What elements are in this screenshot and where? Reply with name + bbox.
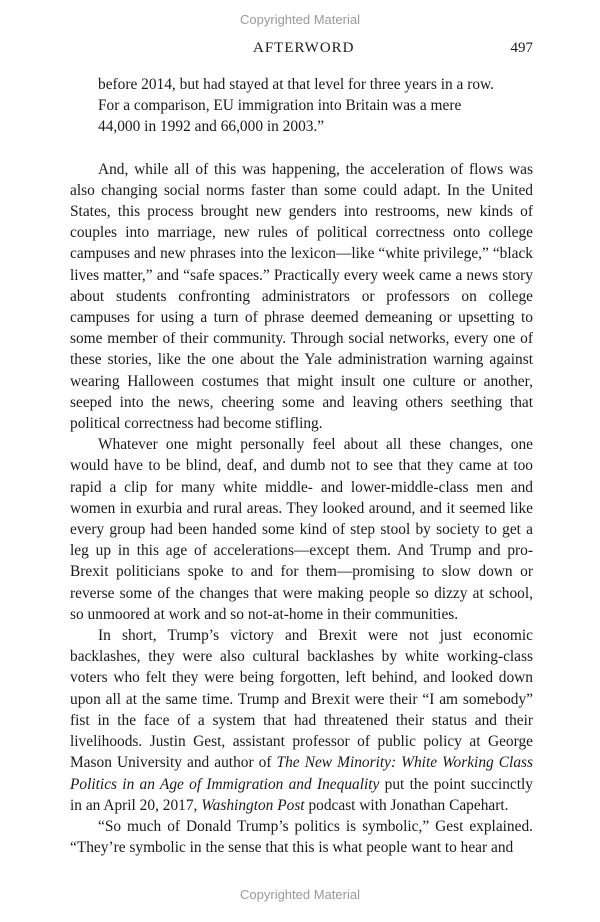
- quote-line: For a comparison, EU immigration into Britain was a mere: [98, 97, 462, 115]
- copyright-watermark-top: Copyrighted Material: [240, 12, 360, 27]
- page-number: 497: [510, 40, 533, 56]
- quote-line: before 2014, but had stayed at that level for three years in a row.: [98, 76, 495, 93]
- paragraph-text: put the point succinctly in an April 20, 2017,: [70, 775, 534, 814]
- page-header: [0, 40, 600, 64]
- quote-line: 44,000 in 1992 and 66,000 in 2003.”: [98, 118, 325, 136]
- paragraph-text: In short, Trump’s victory and Brexit were not just economic backlashes, they were also cultural backlashes by white working-class voters who felt they were being forgotten, left behind, and looked down upon all at the same time. Trump and Brexit were their “I am somebody” fist in the face of a system that had threatened their status and their livelihoods. Justin Gest, assistant professor of public policy at George Mason University and author of: [70, 627, 533, 772]
- copyright-watermark-bottom: Copyrighted Material: [240, 887, 360, 902]
- paragraph-backlash: [70, 625, 533, 816]
- running-head: AFTERWORD: [253, 40, 355, 56]
- body-text: [70, 74, 533, 858]
- newspaper-title: Washington Post: [201, 796, 305, 814]
- paragraph-gest-quote: “So much of Donald Trump’s politics is symbolic,” Gest explained. “They’re symbolic in the sense that this is what people want to hear and: [70, 817, 533, 857]
- book-title: The New Minority: White Working Class Politics in an Age of Immigration and Inequality: [70, 754, 533, 793]
- block-quote: [70, 74, 533, 138]
- paragraph-social-norms: And, while all of this was happening, the acceleration of flows was also changing social norms faster than some could adapt. In the United States, this process brought new genders into restrooms, new kinds of couples into marriage, new rules of political correctness onto college campuses and new phrases into the lexicon—like “white privilege,” “black lives matter,” and “safe spaces.” Practically every week came a news story about students confronting administrators or professors on college campuses for using a turn of phrase deemed demeaning or upsetting to some member of their community. Through social networks, every one of these stories, like the one about the Yale administration warning against wearing Halloween costumes that might insult one culture or another, seeped into the news, cheering some and leaving others seething that political correctness had become stifling.: [70, 160, 533, 433]
- paragraph-changes: Whatever one might personally feel about all these changes, one would have to be blind, deaf, and dumb not to see that they came at too rapid a clip for many white middle- and lower-middle-class men and women in exurbia and rural areas. They looked around, and it seemed like every group had been handed some kind of step stool by society to get a leg up in this age of accelerations—except them. And Trump and pro-Brexit politicians spoke to and for them—promising to slow down or reverse some of the changes that were making people so dizzy at school, so unmoored at work and so not-at-home in their communities.: [70, 436, 533, 623]
- paragraph-text: podcast with Jonathan Capehart.: [304, 796, 509, 814]
